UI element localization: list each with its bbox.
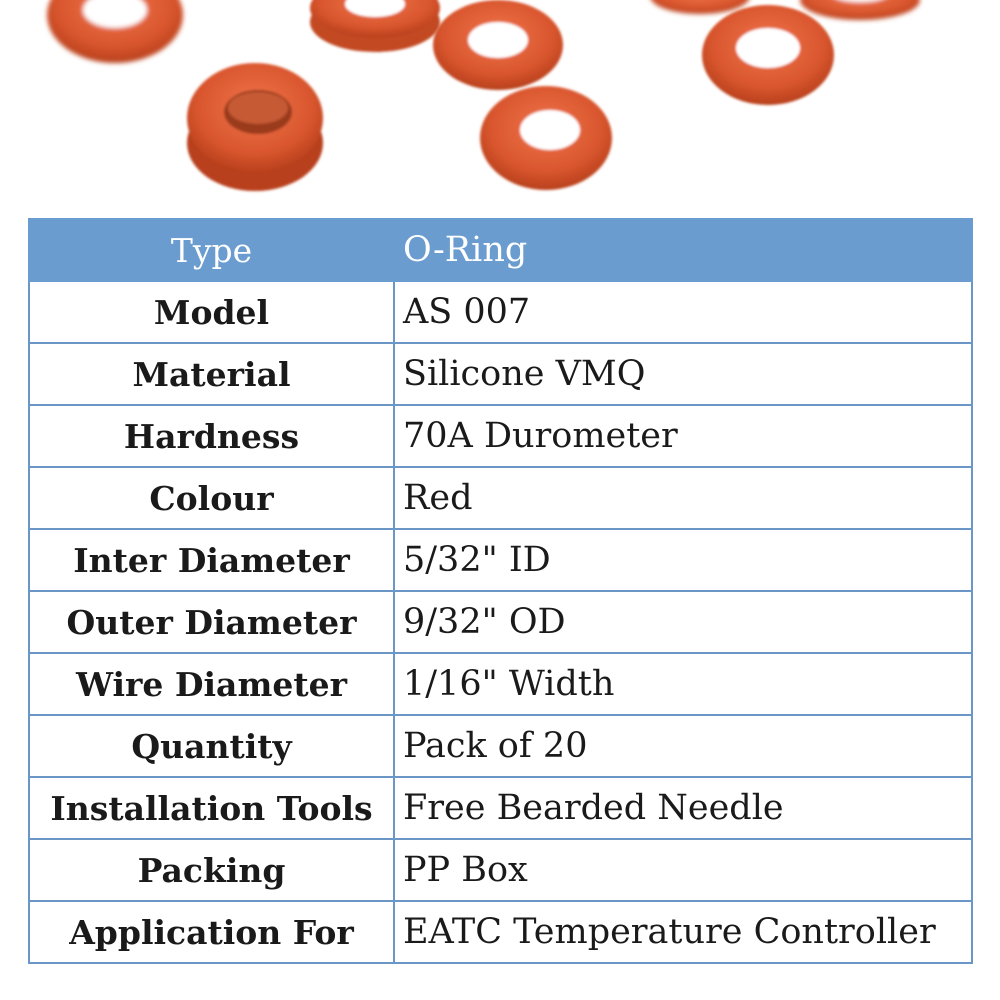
row-label: Outer Diameter	[29, 591, 394, 653]
table-row	[29, 839, 972, 901]
row-value: Free Bearded Needle	[394, 777, 972, 839]
table-row	[29, 901, 972, 963]
o-ring-shape	[433, 0, 563, 90]
header-value: O-Ring	[394, 219, 972, 281]
table-row	[29, 343, 972, 405]
o-ring-shape	[47, 0, 183, 63]
row-label: Colour	[29, 467, 394, 529]
row-label: Model	[29, 281, 394, 343]
header-label: Type	[29, 219, 394, 281]
table-row	[29, 591, 972, 653]
table-header-row	[29, 219, 972, 281]
table-row	[29, 405, 972, 467]
row-value: 70A Durometer	[394, 405, 972, 467]
row-label: Quantity	[29, 715, 394, 777]
row-label: Inter Diameter	[29, 529, 394, 591]
row-label: Hardness	[29, 405, 394, 467]
row-label: Packing	[29, 839, 394, 901]
table-row	[29, 653, 972, 715]
row-value: PP Box	[394, 839, 972, 901]
row-value: Silicone VMQ	[394, 343, 972, 405]
row-value: 9/32" OD	[394, 591, 972, 653]
row-value: EATC Temperature Controller	[394, 901, 972, 963]
row-value: AS 007	[394, 281, 972, 343]
row-value: 1/16" Width	[394, 653, 972, 715]
table-row	[29, 529, 972, 591]
row-value: Pack of 20	[394, 715, 972, 777]
row-label: Application For	[29, 901, 394, 963]
row-label: Wire Diameter	[29, 653, 394, 715]
row-label: Installation Tools	[29, 777, 394, 839]
o-ring-shape	[310, 0, 440, 52]
table-row	[29, 777, 972, 839]
o-ring-shape	[480, 86, 612, 190]
o-ring-shape	[187, 63, 323, 191]
table-row	[29, 715, 972, 777]
spec-table-body	[29, 219, 972, 963]
row-value: Red	[394, 467, 972, 529]
row-label: Material	[29, 343, 394, 405]
table-row	[29, 281, 972, 343]
table-row	[29, 467, 972, 529]
spec-table	[28, 218, 973, 964]
o-rings-photo	[0, 0, 1000, 215]
row-value: 5/32" ID	[394, 529, 972, 591]
o-ring-shape	[702, 5, 834, 105]
